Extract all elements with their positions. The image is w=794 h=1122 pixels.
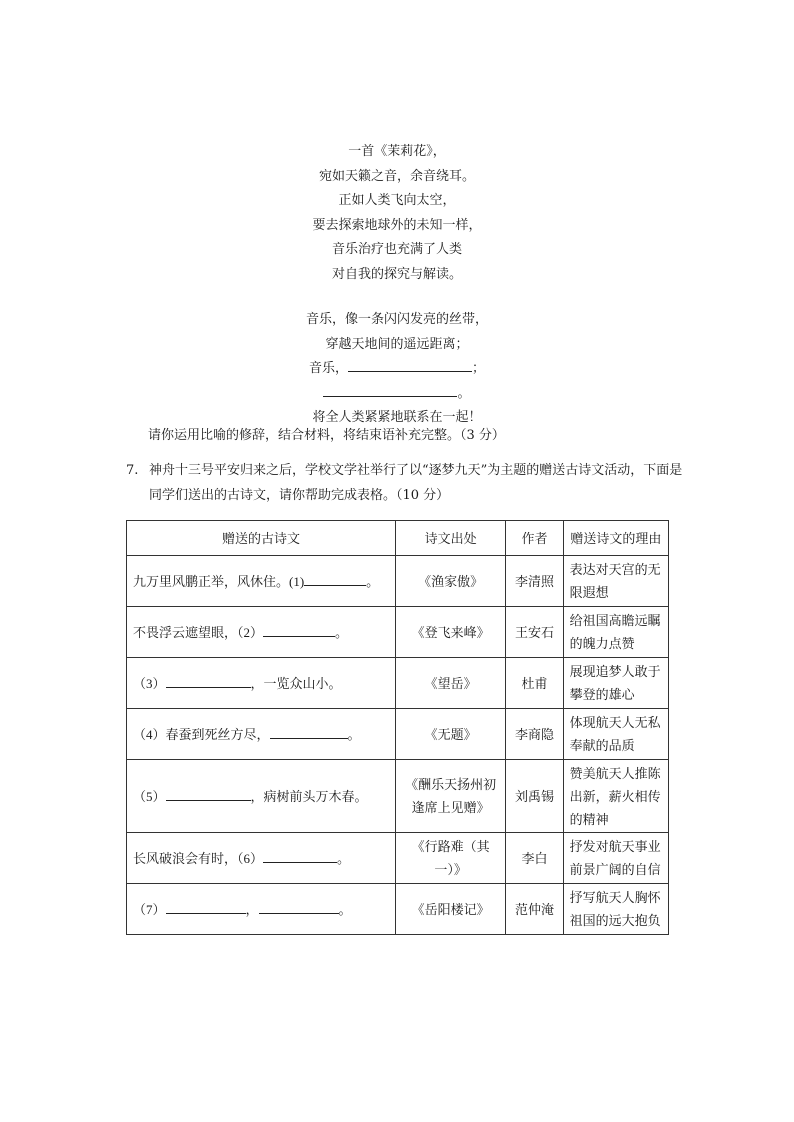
answer-blank[interactable] [166,675,251,688]
header-reason: 赠送诗文的理由 [563,521,668,556]
question-number: 7. [126,463,139,478]
poem-line-with-blank [0,357,794,382]
poem-line: 音乐，像一条闪闪发亮的丝带， [305,312,488,327]
verse-after: ， [245,901,259,917]
reason-cell: 体现航天人无私奉献的品质 [563,709,668,760]
verse-cell [127,884,396,935]
verse-text [133,723,361,746]
source-cell: 《登飞来峰》 [395,607,505,658]
question-text: 神舟十三号平安归来之后，学校文学社举行了以“逐梦九天”为主题的赠送古诗文活动，下面是同学们送出的古诗文，请你帮助完成表格。（10 分） [149,463,683,503]
header-verse: 赠送的古诗文 [127,521,396,556]
verse-text [133,570,379,593]
poem-table [126,520,669,935]
author-cell: 李清照 [506,556,563,607]
source-cell: 《望岳》 [395,658,505,709]
answer-blank[interactable] [270,726,348,739]
source-cell: 《渔家傲》 [395,556,505,607]
poem-line: 穿越天地间的遥远距离； [325,336,469,352]
question-6-instruction: 请你运用比喻的修辞，结合材料，将结束语补充完整。（3 分） [148,428,505,443]
poem-line-with-blank [0,382,794,407]
answer-blank[interactable] [263,850,337,863]
source-cell: 《行路难（其一）》 [395,833,505,884]
poem-line: 宛如天籁之音，余音绕耳。 [318,168,475,184]
source-cell: 《无题》 [395,709,505,760]
verse-cell [127,833,396,884]
reason-cell: 表达对天宫的无限遐想 [563,556,668,607]
table-row [127,760,669,833]
author-cell: 杜甫 [506,658,563,709]
poem-line: 一首《茉莉花》， [348,144,446,159]
answer-blank[interactable] [166,901,246,914]
verse-before: 不畏浮云遮望眼，（2） [133,624,264,640]
reason-cell: 给祖国高瞻远瞩的魄力点赞 [563,607,668,658]
verse-text [133,621,348,644]
table-row [127,556,669,607]
verse-text [133,672,342,695]
verse-after: 。 [347,726,361,742]
poem-line-suffix: ； [472,361,486,376]
stanza-gap [0,287,794,308]
verse-after: 。 [337,850,351,866]
verse-text [133,898,352,921]
verse-after: ，一览众山小。 [250,675,342,691]
verse-before: 九万里风鹏正举，风休住。(1) [133,573,305,589]
poem-line: 音乐治疗也充满了人类 [331,242,462,257]
header-author: 作者 [506,521,563,556]
reason-cell: 赞美航天人推陈出新，薪火相传的精神 [563,760,668,833]
poem-line: 正如人类飞向太空， [338,193,456,208]
verse-cell [127,658,396,709]
poem-block [0,140,794,431]
table-row [127,607,669,658]
source-cell: 《酬乐天扬州初逢席上见赠》 [395,760,505,833]
answer-blank[interactable] [166,788,251,801]
table-row [127,884,669,935]
answer-blank[interactable] [259,901,339,914]
verse-cell [127,556,396,607]
poem-line: 将全人类紧紧地联系在一起！ [312,410,482,425]
table-header-row [127,521,669,556]
table-row [127,658,669,709]
poem-line-prefix: 音乐， [308,361,348,376]
header-source: 诗文出处 [395,521,505,556]
verse-before: （7） [133,901,166,917]
verse-cell [127,760,396,833]
verse-text [133,847,350,870]
verse-end: 。 [338,901,352,917]
table-row [127,833,669,884]
question-7 [126,458,686,508]
verse-before: 长风破浪会有时，（6） [133,850,264,866]
verse-before: （5） [133,788,166,804]
reason-cell: 展现追梦人敢于攀登的雄心 [563,658,668,709]
verse-after: 。 [366,573,380,589]
verse-text [133,785,368,808]
table-row [127,709,669,760]
reason-cell: 抒写航天人胸怀祖国的远大抱负 [563,884,668,935]
verse-before: （4）春蚕到死丝方尽， [133,726,270,742]
answer-blank[interactable] [323,382,457,397]
answer-blank[interactable] [263,624,335,637]
author-cell: 范仲淹 [506,884,563,935]
verse-after: ，病树前头万木春。 [250,788,368,804]
reason-cell: 抒发对航天事业前景广阔的自信 [563,833,668,884]
verse-after: 。 [335,624,349,640]
poem-line-suffix: 。 [457,385,471,401]
verse-cell [127,709,396,760]
verse-before: （3） [133,675,166,691]
author-cell: 李商隐 [506,709,563,760]
source-cell: 《岳阳楼记》 [395,884,505,935]
poem-line: 对自我的探究与解读。 [331,266,462,282]
answer-blank[interactable] [304,573,366,586]
poem-line: 要去探索地球外的未知一样， [312,217,482,233]
answer-blank[interactable] [348,357,472,372]
author-cell: 王安石 [506,607,563,658]
author-cell: 李白 [506,833,563,884]
author-cell: 刘禹锡 [506,760,563,833]
verse-cell [127,607,396,658]
